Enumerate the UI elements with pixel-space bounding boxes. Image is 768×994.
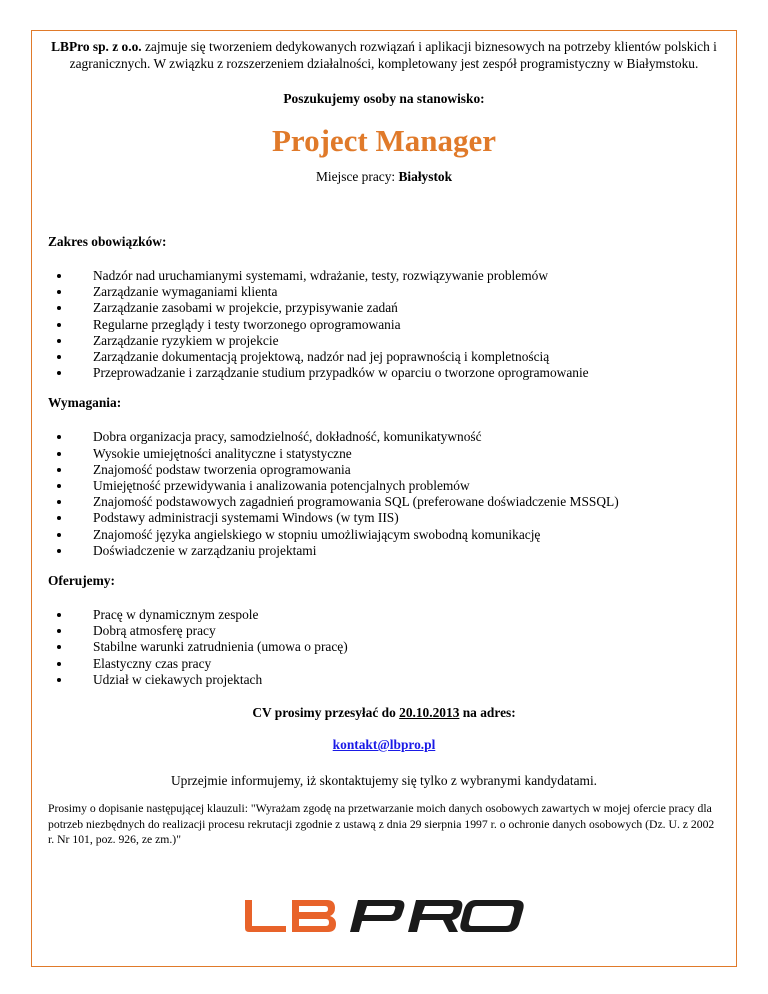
cv-instructions xyxy=(48,705,720,721)
requirement-item-text: Znajomość języka angielskiego w stopniu umożliwiającym swobodną komunikację xyxy=(93,526,541,542)
offer-item xyxy=(48,623,720,639)
bullet-icon xyxy=(57,339,61,343)
cv-deadline: 20.10.2013 xyxy=(399,705,460,721)
requirement-item-text: Znajomość podstaw tworzenia oprogramowania xyxy=(93,461,351,477)
offer-item xyxy=(48,672,720,688)
bullet-icon xyxy=(57,629,61,633)
requirement-item-text: Podstawy administracji systemami Windows (w tym IIS) xyxy=(93,510,399,526)
offer-list xyxy=(48,607,720,688)
requirement-item-text: Dobra organizacja pracy, samodzielność, dokładność, komunikatywność xyxy=(93,429,482,445)
work-location xyxy=(48,169,720,185)
bullet-icon xyxy=(57,549,61,553)
bullet-icon xyxy=(57,613,61,617)
bullet-icon xyxy=(57,290,61,294)
requirement-item xyxy=(48,462,720,478)
bullet-icon xyxy=(57,452,61,456)
duty-item-text: Regularne przeglądy i testy tworzonego oprogramowania xyxy=(93,316,401,332)
bullet-icon xyxy=(57,323,61,327)
offer-heading: Oferujemy: xyxy=(48,573,115,589)
requirement-item-text: Umiejętność przewidywania i analizowania potencjalnych problemów xyxy=(93,478,470,494)
email-link[interactable]: kontakt@lbpro.pl xyxy=(332,737,436,753)
duty-item-text: Zarządzanie dokumentacją projektową, nadzór nad jej poprawnością i kompletnością xyxy=(93,349,550,365)
offer-item-text: Udział w ciekawych projektach xyxy=(93,671,263,687)
requirement-item-text: Wysokie umiejętności analityczne i statystyczne xyxy=(93,445,352,461)
requirement-item xyxy=(48,510,720,526)
bullet-icon xyxy=(57,468,61,472)
location-value: Białystok xyxy=(398,169,453,184)
requirement-item xyxy=(48,527,720,543)
bullet-icon xyxy=(57,678,61,682)
duty-item-text: Zarządzanie zasobami w projekcie, przypisywanie zadań xyxy=(93,300,398,316)
company-name: LBPro sp. z o.o. xyxy=(51,39,142,54)
intro-text: zajmuje się tworzeniem dedykowanych rozwiązań i aplikacji biznesowych na potrzeby klientów polskich i zagranicznych. W związku z rozszerzeniem działalności, kompletowany jest zespół programistyczny w Białymstoku. xyxy=(69,39,717,71)
bullet-icon xyxy=(57,274,61,278)
intro-paragraph xyxy=(48,38,720,72)
requirement-item xyxy=(48,446,720,462)
duty-item xyxy=(48,317,720,333)
duty-item xyxy=(48,349,720,365)
cv-before: CV prosimy przesyłać do xyxy=(252,705,400,721)
offer-item-text: Pracę w dynamicznym zespole xyxy=(93,607,259,623)
duties-list xyxy=(48,268,720,381)
duties-heading: Zakres obowiązków: xyxy=(48,234,167,249)
duty-item-text: Nadzór nad uruchamianymi systemami, wdrażanie, testy, rozwiązywanie problemów xyxy=(93,268,548,283)
polite-note: Uprzejmie informujemy, iż skontaktujemy się tylko z wybranymi kandydatami. xyxy=(170,773,598,789)
bullet-icon xyxy=(57,533,61,537)
job-posting xyxy=(48,38,720,848)
duty-item-text: Zarządzanie ryzykiem w projekcie xyxy=(93,332,279,348)
duty-item xyxy=(48,365,720,381)
requirement-item xyxy=(48,429,720,445)
requirements-heading: Wymagania: xyxy=(48,395,122,411)
bullet-icon xyxy=(57,371,61,375)
duty-item-text: Przeprowadzanie i zarządzanie studium przypadków w oparciu o tworzone oprogramowanie xyxy=(93,365,589,381)
bullet-icon xyxy=(57,516,61,520)
bullet-icon xyxy=(57,355,61,359)
email-line xyxy=(48,737,720,753)
requirement-item xyxy=(48,543,720,559)
requirement-item xyxy=(48,494,720,510)
bullet-icon xyxy=(57,645,61,649)
duty-item xyxy=(48,284,720,300)
bullet-icon xyxy=(57,306,61,310)
offer-item-text: Elastyczny czas pracy xyxy=(93,655,212,671)
duty-item xyxy=(48,268,720,284)
bullet-icon xyxy=(57,435,61,439)
lbpro-logo xyxy=(240,897,528,935)
offer-item xyxy=(48,639,720,655)
offer-item-text: Stabilne warunki zatrudnienia (umowa o pracę) xyxy=(93,639,348,655)
seeking-label: Poszukujemy osoby na stanowisko: xyxy=(283,91,485,106)
offer-item xyxy=(48,607,720,623)
requirements-list xyxy=(48,429,720,559)
offer-item xyxy=(48,656,720,672)
location-label: Miejsce pracy: xyxy=(315,169,399,184)
position-title: Project Manager xyxy=(271,123,497,158)
cv-after: na adres: xyxy=(459,705,516,721)
bullet-icon xyxy=(57,500,61,504)
requirement-item xyxy=(48,478,720,494)
requirement-item-text: Doświadczenie w zarządzaniu projektami xyxy=(93,542,317,558)
consent-clause: Prosimy o dopisanie następującej klauzuli: "Wyrażam zgodę na przetwarzanie moich danych osobowych zawartych w mojej ofercie pracy dla potrzeb niezbędnych do realizacji procesu rekrutacji zgodnie z ustawą z dnia 29 sierpnia 1997 r. o ochronie danych osobowych (Dz. U. z 2002 r. Nr 101, poz. 926, ze zm.)" xyxy=(48,802,715,847)
bullet-icon xyxy=(57,662,61,666)
duty-item xyxy=(48,333,720,349)
duty-item-text: Zarządzanie wymaganiami klienta xyxy=(93,284,278,300)
requirement-item-text: Znajomość podstawowych zagadnień programowania SQL (preferowane doświadczenie MSSQL) xyxy=(93,494,619,510)
offer-item-text: Dobrą atmosferę pracy xyxy=(93,623,216,639)
duty-item xyxy=(48,300,720,316)
bullet-icon xyxy=(57,484,61,488)
